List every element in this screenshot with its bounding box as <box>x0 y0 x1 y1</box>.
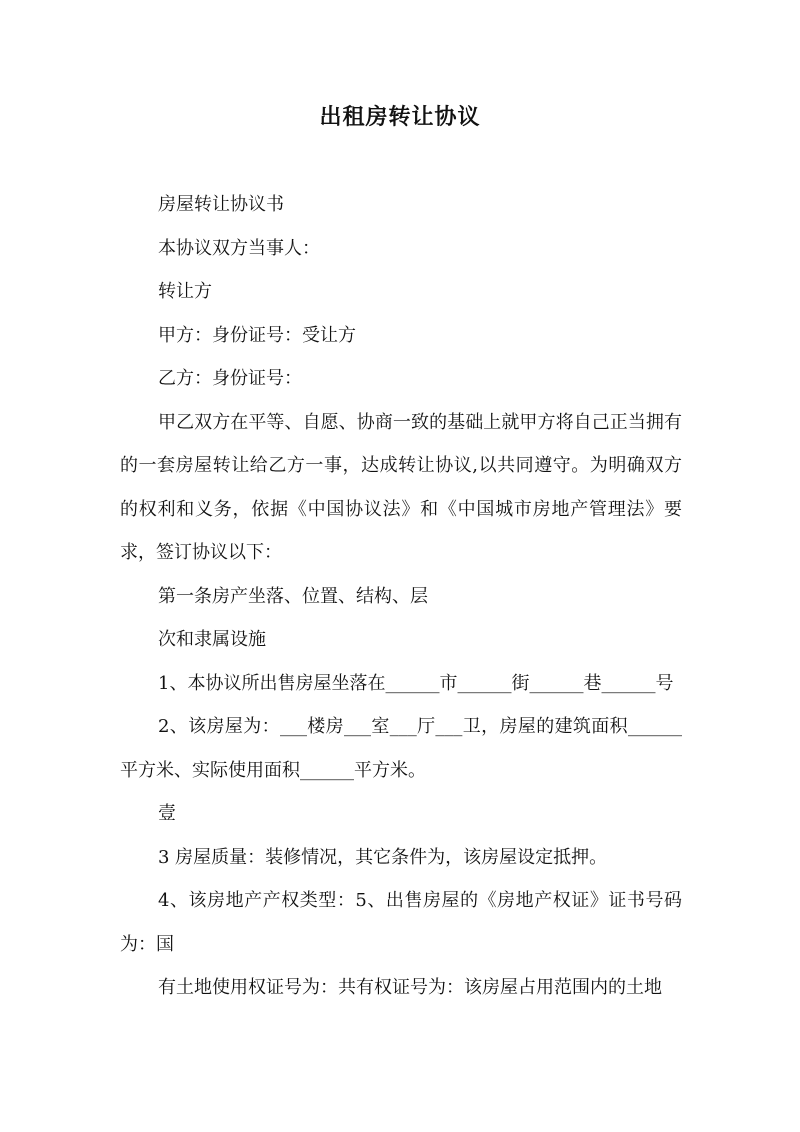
paragraph: 房屋转让协议书 <box>158 194 284 215</box>
paragraph: 2、该房屋为：___楼房___室___厅___卫，房屋的建筑面积______平方米、实际使用面积______平方米。 <box>120 716 682 781</box>
paragraph: 壹 <box>158 803 176 824</box>
paragraph: 转让方 <box>158 281 212 302</box>
paragraph: 甲乙双方在平等、自愿、协商一致的基础上就甲方将自己正当拥有的一套房屋转让给乙方一事，达成转让协议,以共同遵守。为明确双方的权利和义务，依据《中国协议法》和《中国城市房地产管理法》要求，签订协议以下： <box>120 411 682 563</box>
paragraph: 有土地使用权证号为：共有权证号为：该房屋占用范围内的土地 <box>158 977 662 998</box>
paragraph: 甲方：身份证号：受让方 <box>158 324 356 346</box>
paragraph: 次和隶属设施 <box>158 629 266 650</box>
paragraph: 4、该房地产产权类型：5、出售房屋的《房地产权证》证书号码为：国 <box>120 890 682 955</box>
paragraph: 1、本协议所出售房屋坐落在______市______街______巷______号 <box>158 672 674 694</box>
paragraph: 本协议双方当事人： <box>158 237 320 259</box>
document-title: 出租房转让协议 <box>319 104 481 130</box>
paragraph: 第一条房产坐落、位置、结构、层 <box>158 585 428 607</box>
document-body <box>120 183 682 1010</box>
paragraph: 3 房屋质量：装修情况，其它条件为，该房屋设定抵押。 <box>158 846 608 868</box>
paragraph: 乙方：身份证号： <box>158 368 302 389</box>
